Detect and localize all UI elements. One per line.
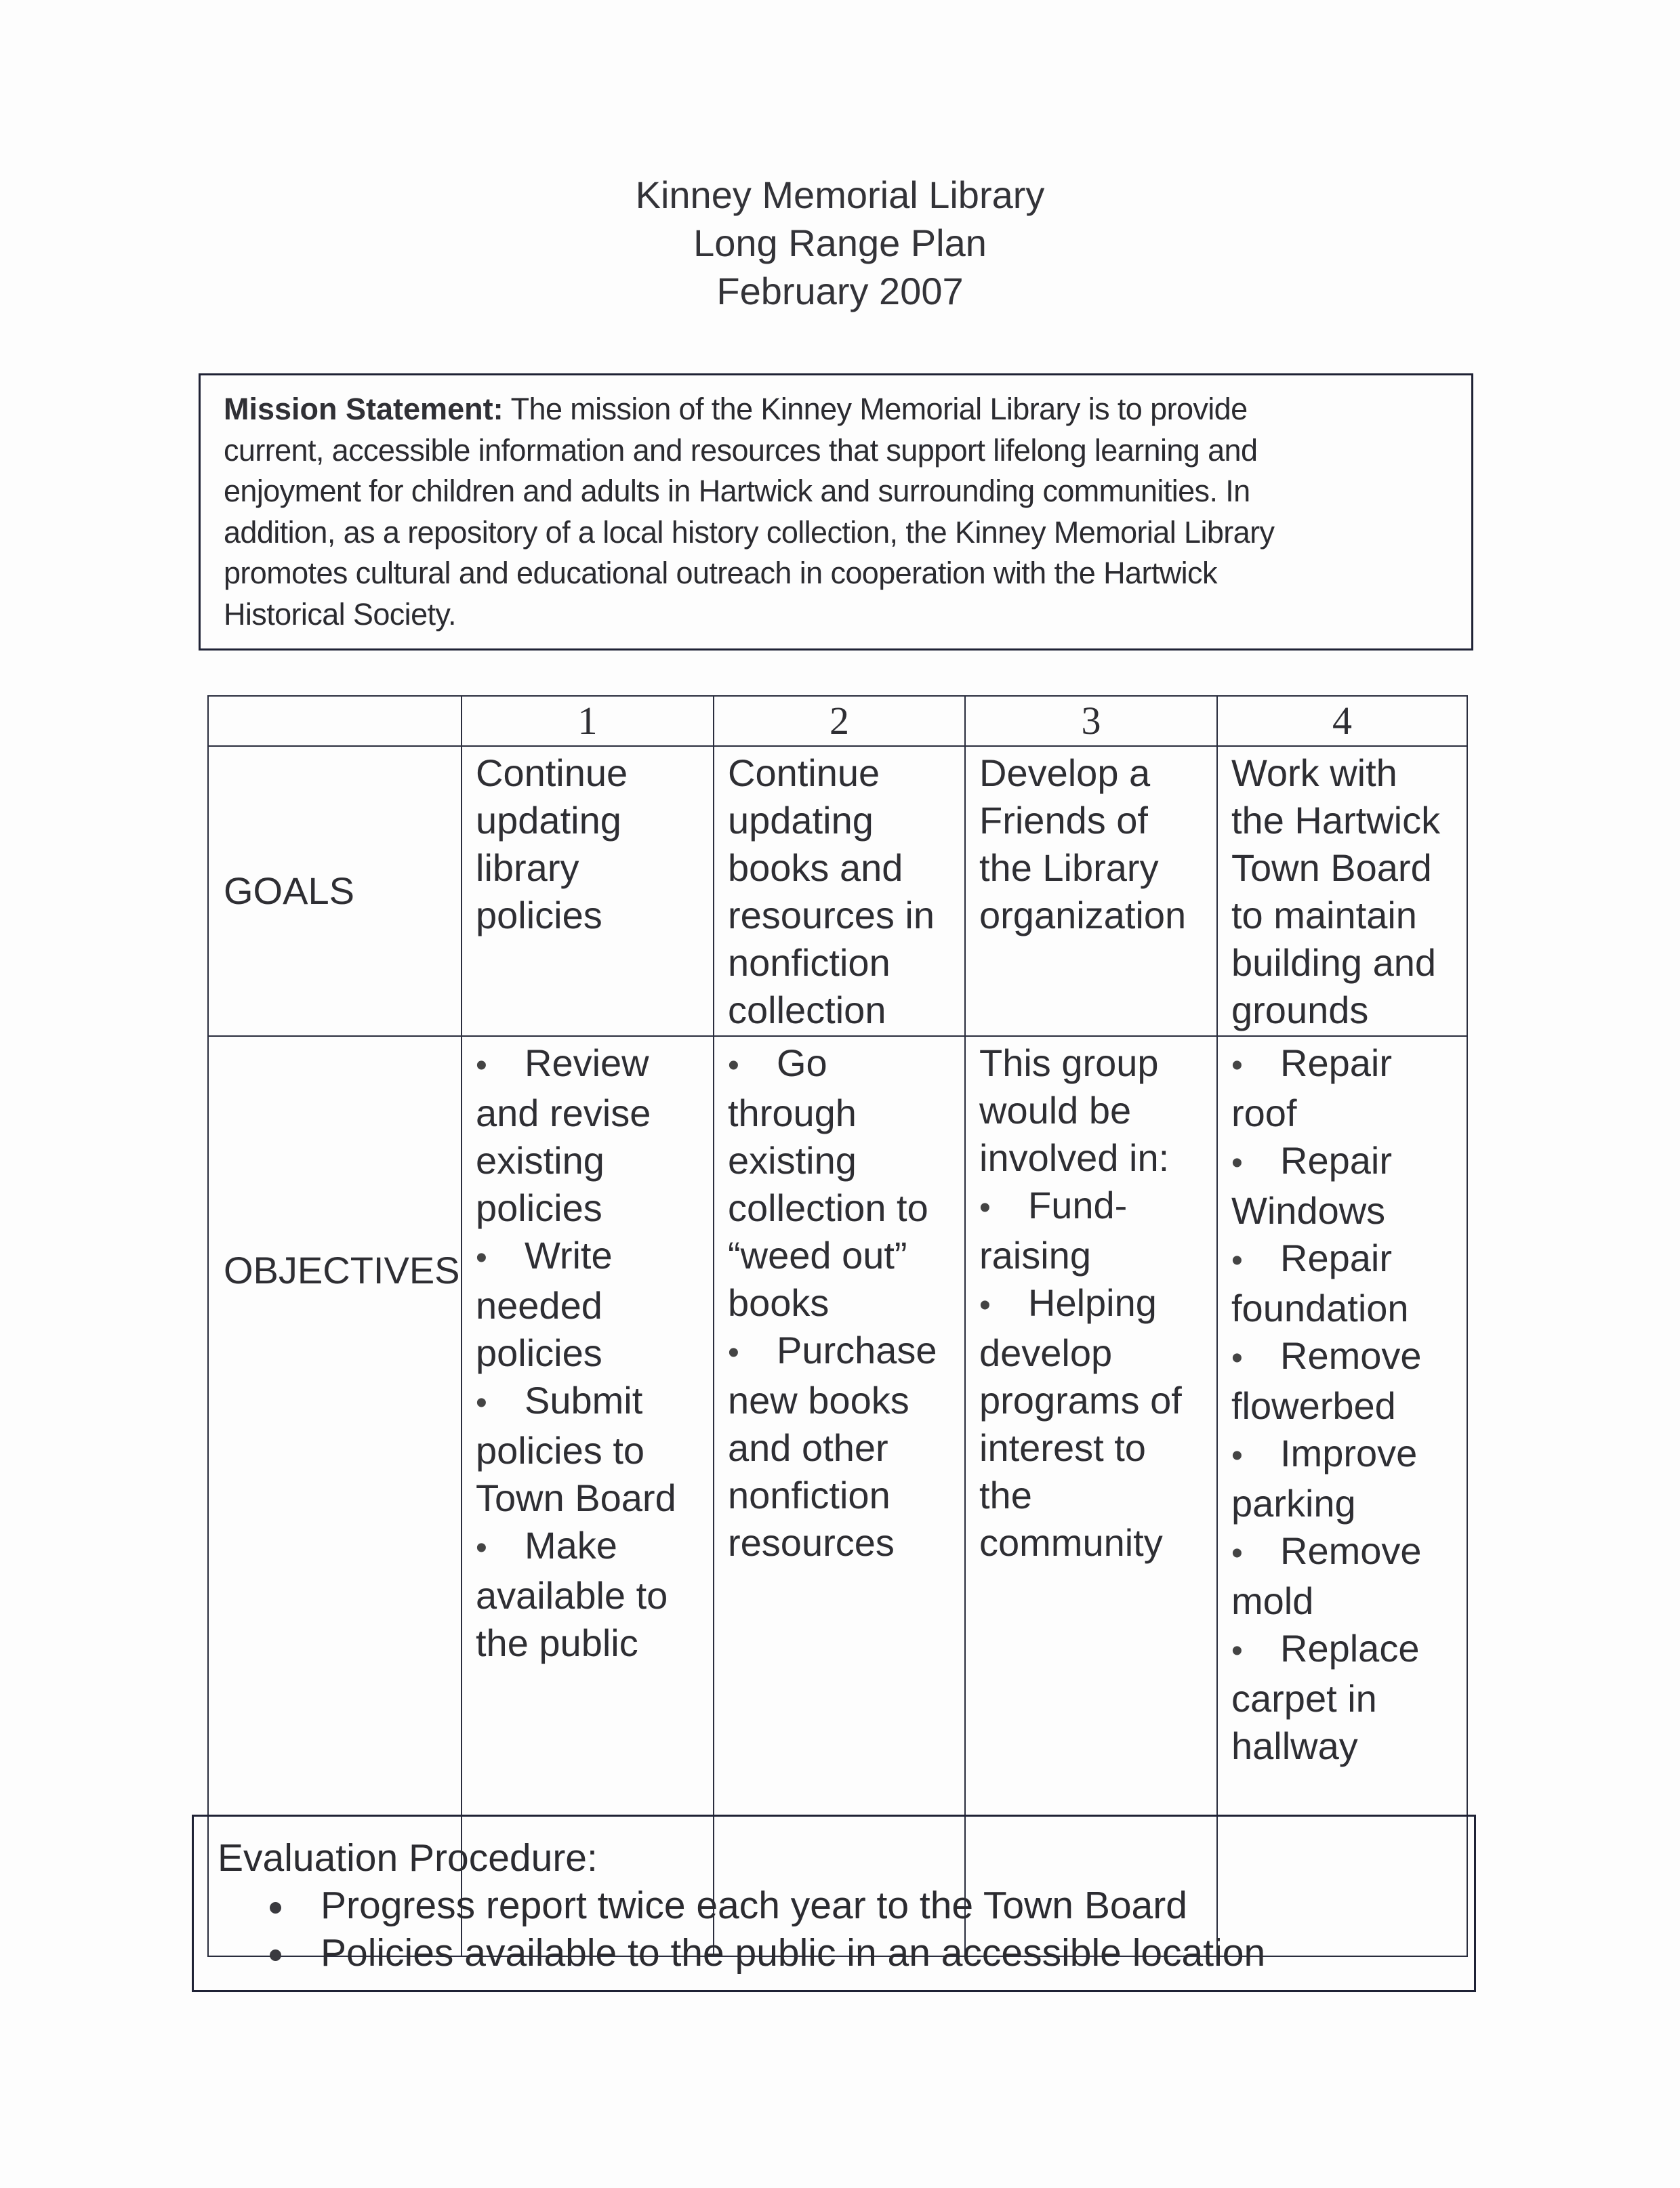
objective-text-line bbox=[979, 1424, 1216, 1472]
goal-cell bbox=[1217, 746, 1467, 1036]
bullet-icon bbox=[728, 1327, 777, 1377]
objective-text: policies bbox=[476, 1186, 602, 1229]
objective-text: Repair bbox=[1280, 1139, 1392, 1182]
objective-bullet-item bbox=[1231, 1039, 1467, 1090]
objective-text: through bbox=[728, 1092, 857, 1134]
mission-line: addition, as a repository of a local history collection, the Kinney Memorial Library bbox=[224, 514, 1275, 550]
objective-text: Make bbox=[525, 1524, 617, 1567]
bullet-icon bbox=[1231, 1039, 1280, 1090]
title-date: February 2007 bbox=[716, 270, 964, 312]
objective-text: nonfiction bbox=[728, 1474, 890, 1516]
evaluation-procedure-box bbox=[192, 1815, 1476, 1992]
goal-text-line: Develop a bbox=[979, 751, 1151, 794]
goals-objectives-table bbox=[207, 695, 1468, 1957]
objective-text-line bbox=[476, 1282, 713, 1329]
goal-text-line: Continue bbox=[476, 751, 628, 794]
objective-text-line bbox=[728, 1232, 964, 1279]
goal-text-line: Town Board bbox=[1231, 846, 1432, 889]
header-cell-3: 3 bbox=[965, 696, 1217, 746]
objective-text-line bbox=[1231, 1187, 1467, 1235]
objective-text: Review bbox=[525, 1041, 649, 1084]
objective-text-line bbox=[1231, 1382, 1467, 1430]
bullet-icon bbox=[476, 1522, 525, 1572]
objective-text: flowerbed bbox=[1231, 1384, 1396, 1427]
goals-row bbox=[208, 746, 1467, 1036]
objective-bullet-item bbox=[476, 1377, 713, 1427]
objective-text: “weed out” bbox=[728, 1234, 907, 1277]
objective-text-line bbox=[979, 1087, 1216, 1134]
title-plan-name: Long Range Plan bbox=[693, 222, 987, 264]
objective-text: existing bbox=[476, 1139, 605, 1182]
objective-text-line bbox=[1231, 1722, 1467, 1770]
objective-bullet-item bbox=[476, 1232, 713, 1282]
bullet-icon bbox=[979, 1279, 1028, 1329]
objective-text: Helping bbox=[1028, 1281, 1157, 1324]
objective-text: Replace bbox=[1280, 1627, 1420, 1670]
objective-text: Remove bbox=[1280, 1334, 1422, 1377]
goal-text-line: policies bbox=[476, 894, 602, 936]
objective-text-line bbox=[979, 1472, 1216, 1519]
objective-bullet-item bbox=[979, 1279, 1216, 1329]
mission-label: Mission Statement: bbox=[224, 392, 504, 426]
objective-bullet-item bbox=[979, 1182, 1216, 1232]
goal-text-line: Friends of bbox=[979, 799, 1148, 842]
goal-text-line: grounds bbox=[1231, 989, 1369, 1031]
objective-text: books bbox=[728, 1281, 829, 1324]
objective-text-line bbox=[476, 1427, 713, 1474]
objective-text: raising bbox=[979, 1234, 1091, 1277]
objective-bullet-item bbox=[1231, 1527, 1467, 1577]
objective-bullet-item bbox=[1231, 1235, 1467, 1285]
objective-text-line bbox=[728, 1137, 964, 1184]
objective-bullet-item bbox=[476, 1522, 713, 1572]
objective-text: Submit bbox=[525, 1379, 643, 1422]
objective-text: This group bbox=[979, 1041, 1159, 1084]
mission-line: promotes cultural and educational outreach in cooperation with the Hartwick bbox=[224, 556, 1217, 590]
objective-text-line bbox=[979, 1039, 1216, 1087]
objective-text: Repair bbox=[1280, 1041, 1392, 1084]
bullet-icon bbox=[476, 1039, 525, 1090]
goal-text-line: to maintain bbox=[1231, 894, 1417, 936]
objectives-label: OBJECTIVES bbox=[208, 1036, 462, 1956]
objective-text: the bbox=[979, 1474, 1032, 1516]
mission-line: enjoyment for children and adults in Hartwick and surrounding communities. In bbox=[224, 474, 1250, 508]
objective-text-line bbox=[476, 1184, 713, 1232]
table-header-row bbox=[208, 696, 1467, 746]
objective-text: resources bbox=[728, 1521, 895, 1564]
objective-text: Improve bbox=[1280, 1432, 1418, 1474]
objective-text-line bbox=[728, 1184, 964, 1232]
goal-text-line: updating bbox=[728, 799, 874, 842]
bullet-icon bbox=[1231, 1625, 1280, 1675]
objective-text: and revise bbox=[476, 1092, 651, 1134]
objective-text-line bbox=[728, 1279, 964, 1327]
bullet-icon bbox=[476, 1377, 525, 1427]
goal-text-line: the Hartwick bbox=[1231, 799, 1441, 842]
bullet-icon bbox=[979, 1182, 1028, 1232]
objective-text: Go bbox=[777, 1041, 827, 1084]
goal-text-line: resources in bbox=[728, 894, 935, 936]
objective-text: carpet in bbox=[1231, 1677, 1377, 1720]
objective-text-line bbox=[476, 1329, 713, 1377]
mission-line: The mission of the Kinney Memorial Library is to provide bbox=[503, 392, 1248, 426]
bullet-icon bbox=[476, 1232, 525, 1282]
goal-text-line: Continue bbox=[728, 751, 880, 794]
objective-text-line bbox=[728, 1424, 964, 1472]
header-cell-2: 2 bbox=[714, 696, 965, 746]
objective-bullet-item bbox=[1231, 1332, 1467, 1382]
objective-text-line bbox=[1231, 1577, 1467, 1625]
objective-text-line bbox=[1231, 1675, 1467, 1722]
objective-text: roof bbox=[1231, 1092, 1297, 1134]
objective-text-line bbox=[979, 1519, 1216, 1567]
objective-text: available to bbox=[476, 1574, 668, 1617]
objective-text-line bbox=[979, 1329, 1216, 1377]
objective-bullet-item bbox=[1231, 1625, 1467, 1675]
mission-statement-box bbox=[199, 373, 1473, 651]
objective-text-line bbox=[476, 1090, 713, 1137]
goal-text-line: Work with bbox=[1231, 751, 1397, 794]
objective-text-line bbox=[979, 1232, 1216, 1279]
bullet-icon bbox=[728, 1039, 777, 1090]
goal-text-line: books and bbox=[728, 846, 903, 889]
objective-text: Windows bbox=[1231, 1189, 1386, 1232]
header-cell-empty bbox=[208, 696, 462, 746]
bullet-icon bbox=[1231, 1235, 1280, 1285]
mission-statement-text bbox=[224, 389, 1274, 635]
goal-text-line: building and bbox=[1231, 941, 1437, 984]
goal-text-line: collection bbox=[728, 989, 886, 1031]
objective-text: policies bbox=[476, 1332, 602, 1374]
objective-text: policies to bbox=[476, 1429, 645, 1472]
objective-text: existing bbox=[728, 1139, 857, 1182]
objective-text-line bbox=[728, 1090, 964, 1137]
objective-text: collection to bbox=[728, 1186, 928, 1229]
objective-text: new books bbox=[728, 1379, 909, 1422]
objective-text: Write bbox=[525, 1234, 613, 1277]
objective-bullet-item bbox=[728, 1039, 964, 1090]
objective-text: would be bbox=[979, 1089, 1132, 1132]
mission-line: current, accessible information and resources that support lifelong learning and bbox=[224, 432, 1258, 468]
evaluation-item: Progress report twice each year to the Town Board bbox=[270, 1882, 1265, 1929]
mission-line: Historical Society. bbox=[224, 596, 456, 632]
objective-text: develop bbox=[979, 1332, 1113, 1374]
objective-text-line bbox=[476, 1572, 713, 1619]
objective-bullet-item bbox=[476, 1039, 713, 1090]
objective-text-line bbox=[728, 1377, 964, 1424]
goal-cell bbox=[714, 746, 965, 1036]
objective-bullet-item bbox=[1231, 1137, 1467, 1187]
objective-text-line bbox=[476, 1474, 713, 1522]
objective-text-line bbox=[728, 1519, 964, 1567]
header-cell-4: 4 bbox=[1217, 696, 1467, 746]
objective-text-line bbox=[979, 1377, 1216, 1424]
objective-text: programs of bbox=[979, 1379, 1182, 1422]
objective-text-line bbox=[1231, 1480, 1467, 1527]
objective-text: parking bbox=[1231, 1482, 1356, 1525]
goal-text-line: organization bbox=[979, 894, 1187, 936]
evaluation-title: Evaluation Procedure: bbox=[218, 1836, 598, 1880]
goals-label: GOALS bbox=[208, 746, 462, 1036]
bullet-icon bbox=[1231, 1527, 1280, 1577]
goal-text-line: library bbox=[476, 846, 579, 889]
objective-text-line bbox=[1231, 1090, 1467, 1137]
objective-text: the public bbox=[476, 1622, 638, 1664]
objective-text: community bbox=[979, 1521, 1163, 1564]
goal-text-line: updating bbox=[476, 799, 621, 842]
goal-cell bbox=[965, 746, 1217, 1036]
objective-text-line bbox=[476, 1619, 713, 1667]
header-cell-1: 1 bbox=[462, 696, 714, 746]
objective-text-line bbox=[979, 1134, 1216, 1182]
objective-text: needed bbox=[476, 1284, 602, 1327]
evaluation-item: Policies available to the public in an accessible location bbox=[270, 1929, 1265, 1977]
objective-text: interest to bbox=[979, 1426, 1146, 1469]
objective-text-line bbox=[728, 1472, 964, 1519]
objective-text: Remove bbox=[1280, 1529, 1422, 1572]
objective-text: hallway bbox=[1231, 1725, 1358, 1767]
goal-text-line: the Library bbox=[979, 846, 1159, 889]
bullet-icon bbox=[1231, 1332, 1280, 1382]
objective-text: Fund- bbox=[1028, 1184, 1128, 1226]
title-library-name: Kinney Memorial Library bbox=[635, 173, 1045, 216]
objective-text: and other bbox=[728, 1426, 888, 1469]
goal-cell bbox=[462, 746, 714, 1036]
objective-text: mold bbox=[1231, 1580, 1314, 1622]
objective-text-line bbox=[476, 1137, 713, 1184]
objective-text: Town Board bbox=[476, 1477, 676, 1519]
objective-bullet-item bbox=[728, 1327, 964, 1377]
objective-text: involved in: bbox=[979, 1136, 1170, 1179]
bullet-icon bbox=[1231, 1430, 1280, 1480]
objective-text: foundation bbox=[1231, 1287, 1409, 1329]
objective-text: Repair bbox=[1280, 1237, 1392, 1279]
objective-text: Purchase bbox=[777, 1329, 937, 1371]
objective-bullet-item bbox=[1231, 1430, 1467, 1480]
document-title bbox=[0, 171, 1680, 315]
bullet-icon bbox=[1231, 1137, 1280, 1187]
evaluation-list bbox=[270, 1882, 1265, 1977]
objective-text-line bbox=[1231, 1285, 1467, 1332]
goal-text-line: nonfiction bbox=[728, 941, 890, 984]
